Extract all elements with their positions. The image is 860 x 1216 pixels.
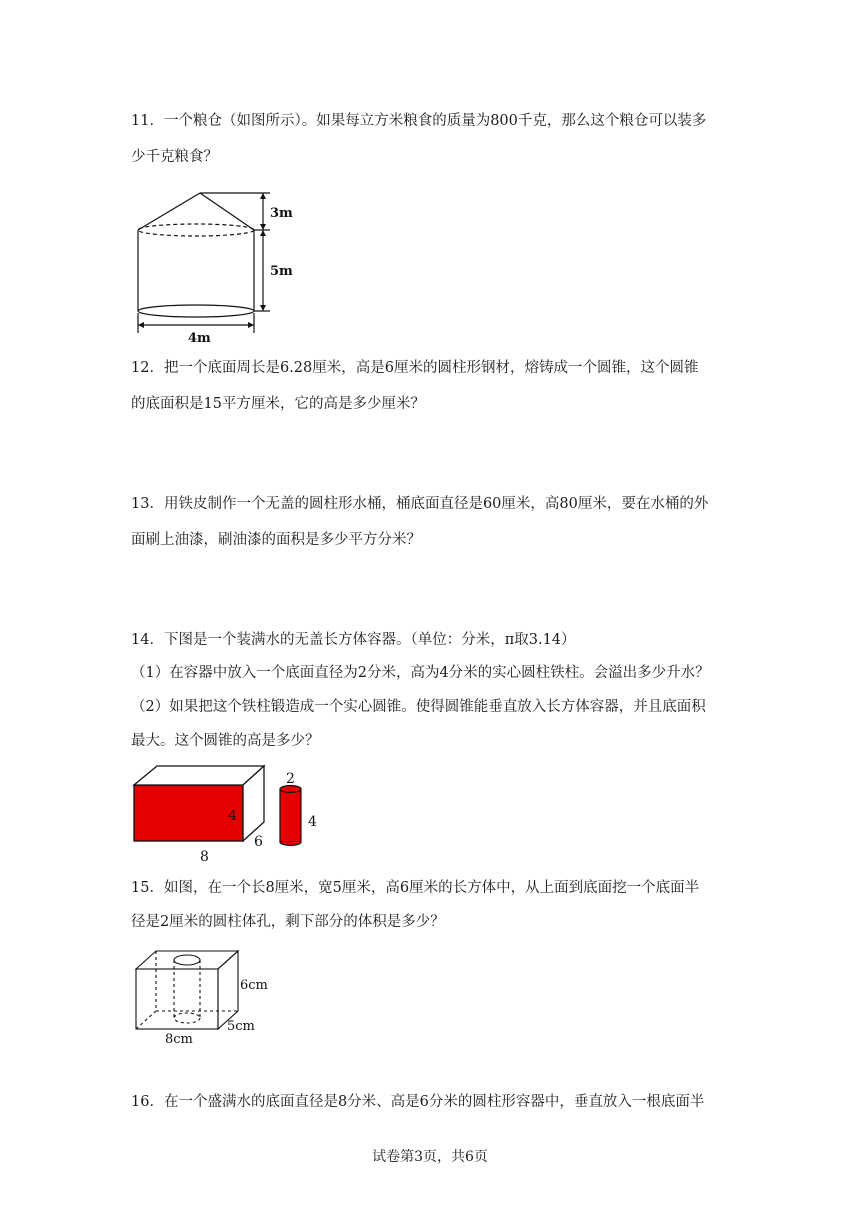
cone-right-edge: [200, 193, 254, 230]
cylinder-height-label: 5m: [270, 264, 293, 279]
cuboid-length-label: 8cm: [165, 1032, 193, 1047]
q13-line-2: 面刷上油漆，刷油漆的面积是多少平方分米？: [131, 532, 421, 548]
q14-line-1: 14．下图是一个装满水的无盖长方体容器。（单位：分米，π取3.14）: [131, 632, 576, 648]
cuboid-height-label: 6cm: [240, 978, 268, 993]
bottom-ellipse: [138, 305, 254, 317]
granary-figure: [130, 185, 300, 345]
q14-line-4: 最大。这个圆锥的高是多少？: [131, 733, 320, 749]
q15-line-2: 径是2厘米的圆柱体孔，剩下部分的体积是多少？: [131, 914, 445, 930]
q14-line-2: （1）在容器中放入一个底面直径为2分米，高为4分米的实心圆柱铁柱。会溢出多少升水？: [131, 665, 710, 681]
page-footer: 试卷第3页，共6页: [372, 1149, 488, 1165]
hole-top: [174, 955, 200, 965]
iron-cylinder: [280, 789, 301, 842]
container-figure: [130, 764, 330, 864]
q11-line-2: 少千克粮食？: [131, 149, 218, 165]
cylinder-diameter-label: 2: [286, 771, 295, 787]
hole-bottom: [174, 1013, 200, 1023]
q12-line-2: 的底面积是15平方厘米，它的高是多少厘米？: [131, 396, 425, 412]
container-length-label: 8: [200, 849, 209, 865]
q16-line-1: 16．在一个盛满水的底面直径是8分米、高是6分米的圆柱形容器中，垂直放入一根底面半: [131, 1094, 705, 1110]
q15-line-1: 15．如图，在一个长8厘米，宽5厘米，高6厘米的长方体中，从上面到底面挖一个底面半: [131, 880, 700, 896]
cuboid-hole-figure: [130, 945, 280, 1045]
q11-line-1: 11．一个粮仓（如图所示）。如果每立方米粮食的质量为800千克，那么这个粮仓可以装多: [131, 113, 707, 129]
container-front: [134, 785, 243, 841]
container-width-label: 6: [254, 834, 263, 850]
q14-line-3: （2）如果把这个铁柱锻造成一个实心圆锥。使得圆锥能垂直放入长方体容器，并且底面积: [131, 699, 706, 715]
top-ellipse: [138, 224, 254, 236]
cuboid-width-label: 5cm: [227, 1019, 255, 1034]
cone-height-label: 3m: [270, 206, 293, 221]
q13-line-1: 13．用铁皮制作一个无盖的圆柱形水桶，桶底面直径是60厘米，高80厘米，要在水桶的外: [131, 496, 709, 512]
container-height-label: 4: [228, 808, 237, 824]
diameter-label: 4m: [188, 331, 211, 346]
cylinder-height-label-2: 4: [308, 814, 317, 830]
container-top: [134, 766, 264, 785]
q12-line-1: 12．把一个底面周长是6.28厘米，高是6厘米的圆柱形钢材，熔铸成一个圆锥，这个圆锥: [131, 360, 699, 376]
